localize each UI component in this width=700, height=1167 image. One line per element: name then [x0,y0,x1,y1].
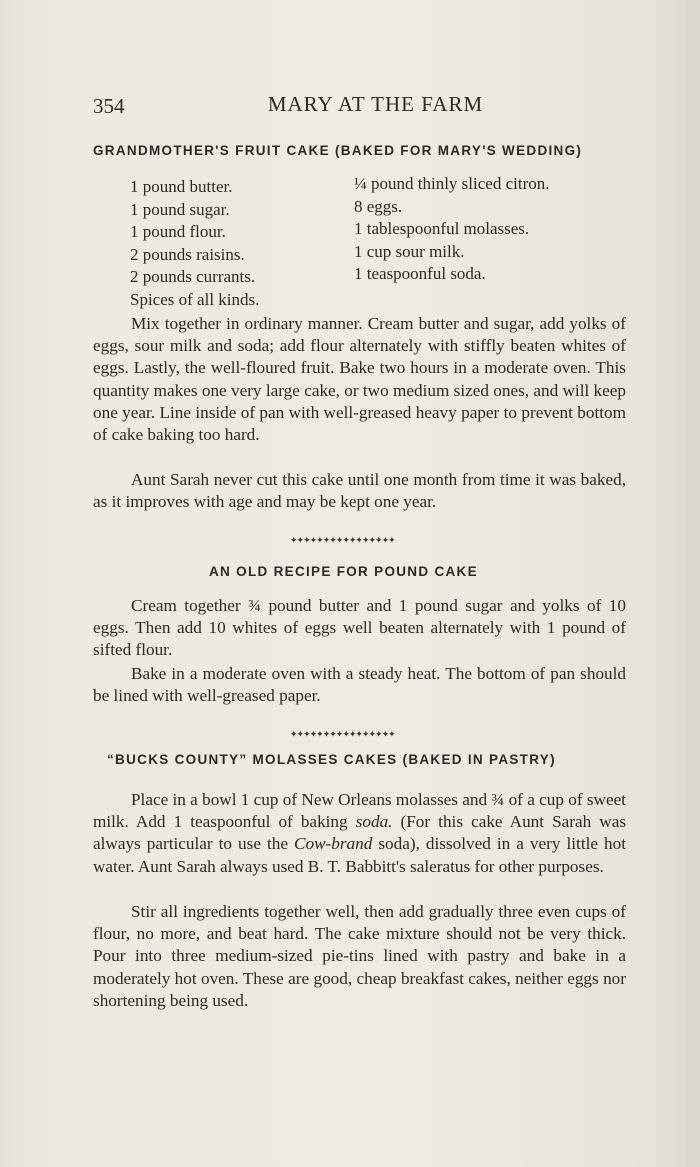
recipe-title-molasses-cakes: “BUCKS COUNTY” MOLASSES CAKES (BAKED IN PASTRY) [107,752,556,767]
recipe-title-pound-cake: AN OLD RECIPE FOR POUND CAKE [209,564,478,579]
page-number: 354 [93,94,125,118]
recipe-title-fruit-cake: GRANDMOTHER'S FRUIT CAKE (BAKED FOR MARY'S WEDDING) [93,143,583,158]
ingredient: 1 tablespoonful molasses. [354,219,530,238]
paragraph: Mix together in ordinary manner. Cream butter and sugar, add yolks of eggs, sour milk and soda; add flour alternately with stiffly beaten whites of eggs. Lastly, the well-floured fruit. Bake two hours in a moderate oven. This quantity makes one very large cake, or two medium sized ones, and will keep one year. Line inside of pan with well-greased heavy paper to prevent bottom of cake baking too hard. [93,314,626,445]
ornament-divider: ✦✦✦✦✦✦✦✦✦✦✦✦✦✦✦✦ [290,536,395,546]
ingredient: 1 pound butter. [130,177,233,196]
paragraph [93,789,626,878]
ingredient: 2 pounds raisins. [130,244,245,264]
italic-text: soda. [355,812,393,832]
ingredient: 1 pound flour. [130,222,226,241]
ingredients-right-column [354,173,549,286]
italic-text: Cow-brand [294,834,373,854]
ingredient: ¼ pound thinly sliced citron. [354,174,550,193]
ingredient: 1 pound sugar. [130,199,230,219]
paragraph: Stir all ingredients together well, then add gradually three even cups of flour, no more, and beat hard. The cake mixture should not be very thick. Pour into three medium-sized pie-tins lined with pastry and bake in a moderately hot oven. These are good, cheap breakfast cakes, neither eggs nor shortening being used. [93,902,626,1010]
text: soda), dissolved in a very little hot water. Aunt Sarah always used B. T. Babbitt's saleratus for other purposes. [93,834,626,876]
text: Place in a bowl 1 cup of New Orleans molasses and ¾ of a cup of sweet milk. Add 1 teaspoonful of baking [93,790,626,832]
ingredient: 1 cup sour milk. [354,241,465,261]
running-title: MARY AT THE FARM [267,92,484,116]
ingredients-left-column [130,176,259,311]
ingredient: 8 eggs. [354,196,403,216]
text: (For this cake Aunt Sarah was always particular to use the [93,812,627,854]
ingredient: 1 teaspoonful soda. [354,264,486,283]
paragraph: Aunt Sarah never cut this cake until one month from time it was baked, as it improves with age and may be kept one year. [93,470,626,512]
ornament-divider: ✦✦✦✦✦✦✦✦✦✦✦✦✦✦✦✦ [290,730,395,740]
ingredient: Spices of all kinds. [130,289,260,309]
paragraph: Bake in a moderate oven with a steady heat. The bottom of pan should be lined with well-greased paper. [93,664,626,706]
ingredient: 2 pounds currants. [130,267,256,286]
paragraph: Cream together ¾ pound butter and 1 pound sugar and yolks of 10 eggs. Then add 10 whites of eggs well beaten alternately with 1 pound of sifted flour. [93,596,626,660]
page-header [93,92,628,120]
